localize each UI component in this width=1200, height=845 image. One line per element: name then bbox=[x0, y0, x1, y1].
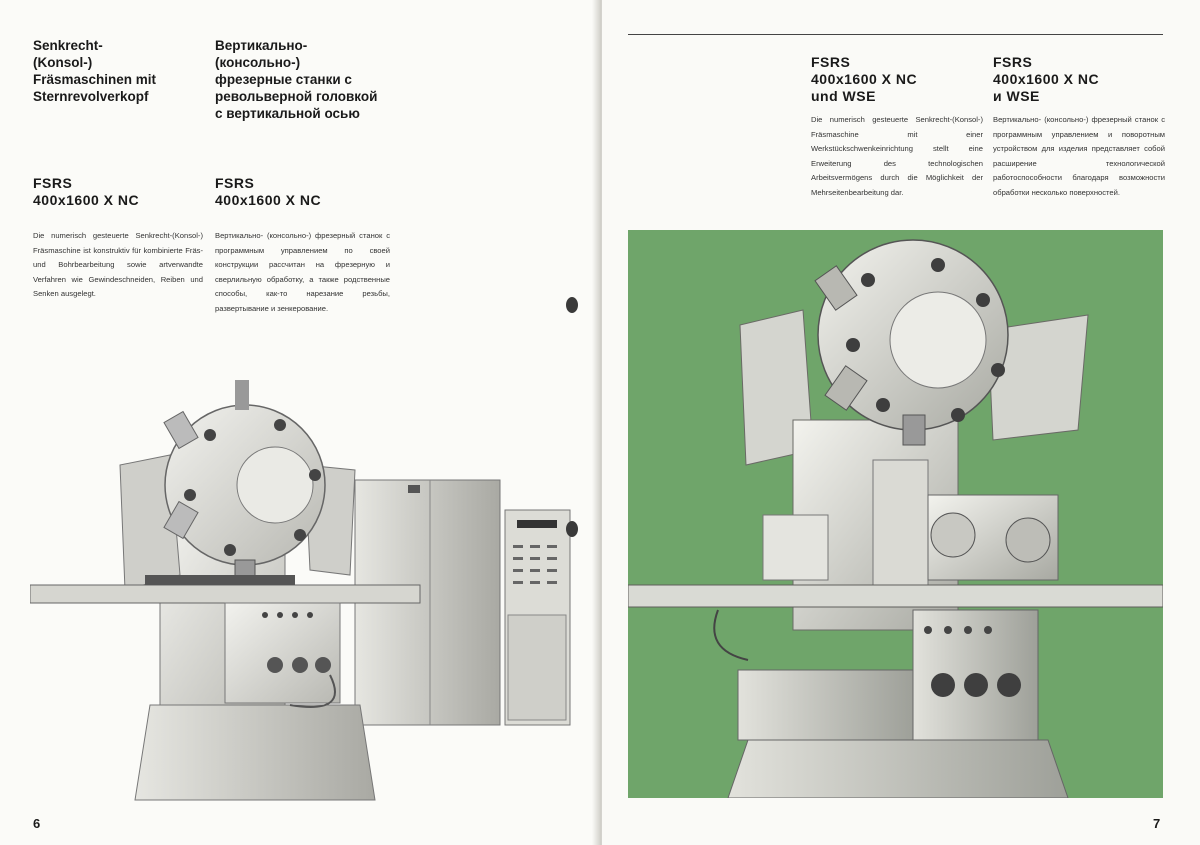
description-german: Die numerisch gesteuerte Senkrecht-(Konsol-) Fräsmaschine ist konstruktiv für kombinierte Fräs- und Bohrbearbeitung sowie artverwandte Verfahren wie Gewindeschneiden, Reiben und Senken ausgelegt. bbox=[33, 231, 203, 298]
milling-machine-photo bbox=[30, 375, 575, 810]
page-number-right: 7 bbox=[1153, 816, 1161, 831]
page-number-left: 6 bbox=[33, 816, 41, 831]
model-title-german: FSRS 400x1600 X NC und WSE bbox=[811, 54, 918, 104]
binding-hole bbox=[566, 297, 578, 313]
model-title-russian: FSRS 400x1600 X NC и WSE bbox=[993, 54, 1100, 104]
heading-russian: Вертикально- (консольно-) фрезерные станки с револьверной головкой с вертикальной осью bbox=[215, 38, 378, 121]
description-russian: Вертикально- (консольно-) фрезерный станок с программным управлением по своей конструкции рассчитан на фрезерную и сверлильную обработку, а также родственные способы, как-то нарезание резьбы, развертывание и зенкерование. bbox=[215, 231, 390, 313]
top-rule bbox=[628, 34, 1163, 35]
model-title-german: FSRS 400x1600 X NC bbox=[33, 175, 140, 208]
description-russian: Вертикально- (консольно-) фрезерный станок с программным управлением и поворотным устройством для изделия представляет собой расширение технологической работоспособности благодаря возможности обработки несколько поверхностей. bbox=[993, 115, 1165, 197]
right-page bbox=[602, 0, 1200, 845]
left-page bbox=[0, 0, 598, 845]
binding-hole bbox=[566, 521, 578, 537]
milling-machine-with-wse-photo bbox=[628, 230, 1163, 798]
model-title-russian: FSRS 400x1600 X NC bbox=[215, 175, 322, 208]
description-german: Die numerisch gesteuerte Senkrecht-(Konsol-) Fräsmaschine mit einer Werkstückschwenkeinrichtung stellt eine Erweiterung des technologischen Arbeitsvermögens durch die Möglichkeit der Mehrseitenbearbeitung dar. bbox=[811, 115, 983, 197]
heading-german: Senkrecht- (Konsol-) Fräsmaschinen mit Sternrevolverkopf bbox=[33, 38, 157, 104]
